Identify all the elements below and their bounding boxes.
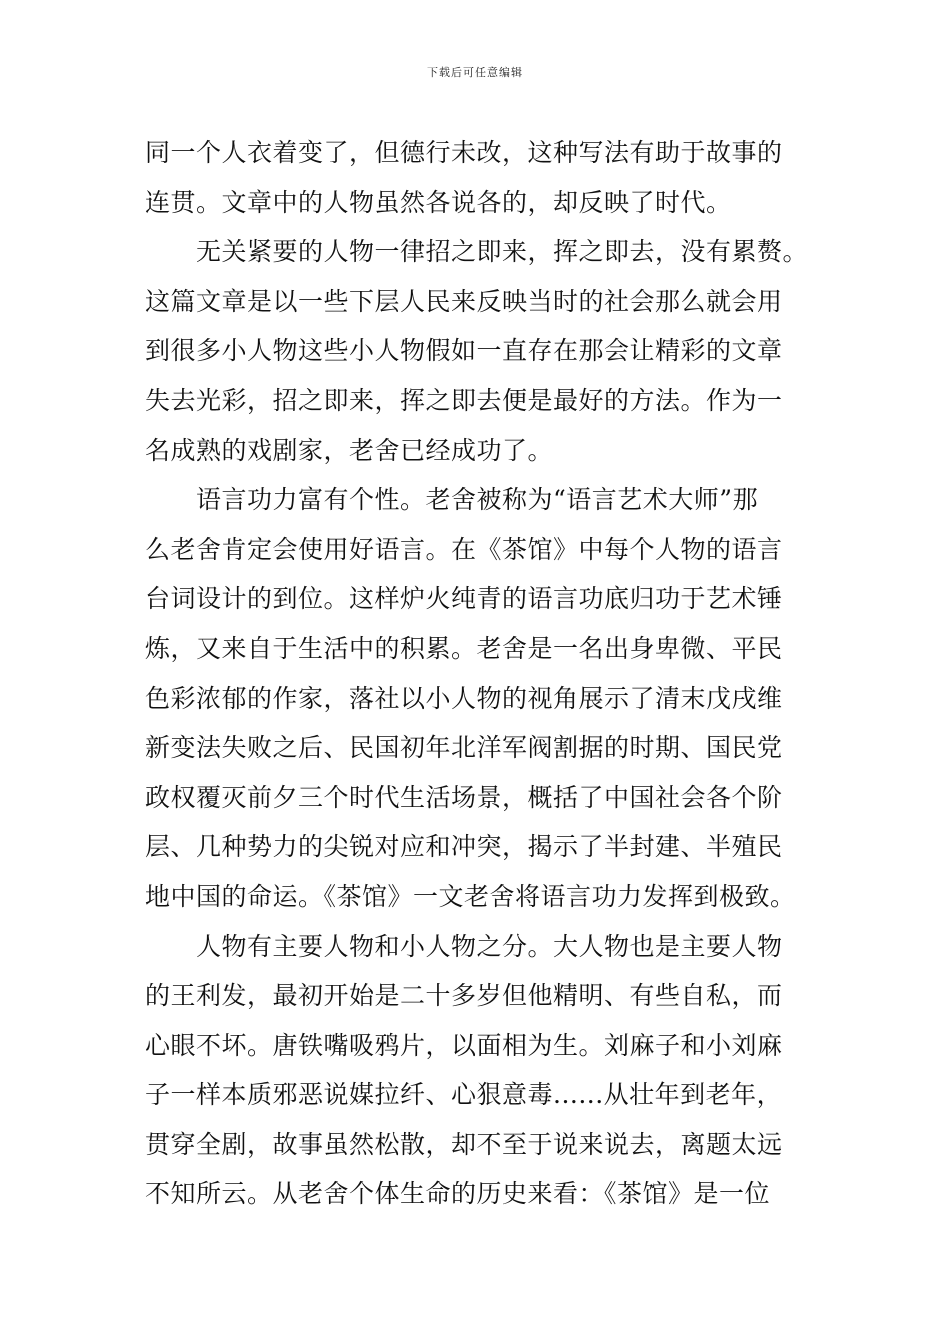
text-line: 么老舍肯定会使用好语言。在《茶馆》中每个人物的语言 — [145, 534, 783, 564]
text-line: 心眼不坏。唐铁嘴吸鸦片，以面相为生。刘麻子和小刘麻 — [145, 1030, 783, 1060]
body-text — [145, 128, 835, 1219]
text-line: 的王利发，最初开始是二十多岁但他精明、有些自私，而 — [145, 981, 783, 1011]
page-header: 下载后可任意编辑 — [427, 66, 523, 79]
text-line: 政权覆灭前夕三个时代生活场景，概括了中国社会各个阶 — [145, 782, 783, 812]
text-line: 人物有主要人物和小人物之分。大人物也是主要人物 — [145, 931, 783, 961]
text-line: 地中国的命运。《茶馆》一文老舍将语言功力发挥到极致。 — [145, 881, 796, 911]
text-line: 新变法失败之后、民国初年北洋军阀割据的时期、国民党 — [145, 733, 783, 763]
text-line: 层、几种势力的尖锐对应和冲突，揭示了半封建、半殖民 — [145, 832, 783, 862]
text-line: 色彩浓郁的作家，落社以小人物的视角展示了清末戊戌维 — [145, 683, 783, 713]
text-line: 失去光彩，招之即来，挥之即去便是最好的方法。作为一 — [145, 385, 783, 415]
text-line: 同一个人衣着变了，但德行未改，这种写法有助于故事的 — [145, 138, 783, 167]
text-line: 贯穿全剧，故事虽然松散，却不至于说来说去，离题太远 — [145, 1129, 783, 1159]
text-line: 连贯。文章中的人物虽然各说各的，却反映了时代。 — [145, 187, 732, 217]
text-line: 到很多小人物这些小人物假如一直存在那会让精彩的文章 — [145, 336, 783, 366]
text-line: 名成熟的戏剧家，老舍已经成功了。 — [145, 435, 554, 465]
text-line: 子一样本质邪恶说媒拉纤、心狠意毒......从壮年到老年， — [145, 1080, 783, 1110]
text-line: 台词设计的到位。这样炉火纯青的语言功底归功于艺术锤 — [145, 584, 783, 614]
text-line: 无关紧要的人物一律招之即来，挥之即去，没有累赘。 — [145, 237, 809, 267]
text-line: 这篇文章是以一些下层人民来反映当时的社会那么就会用 — [145, 286, 783, 316]
text-line: 不知所云。从老舍个体生命的历史来看：《茶馆》是一位 — [145, 1179, 771, 1209]
text-line: 语言功力富有个性。老舍被称为“语言艺术大师”那 — [145, 485, 759, 515]
text-line: 炼，又来自于生活中的积累。老舍是一名出身卑微、平民 — [145, 633, 783, 663]
